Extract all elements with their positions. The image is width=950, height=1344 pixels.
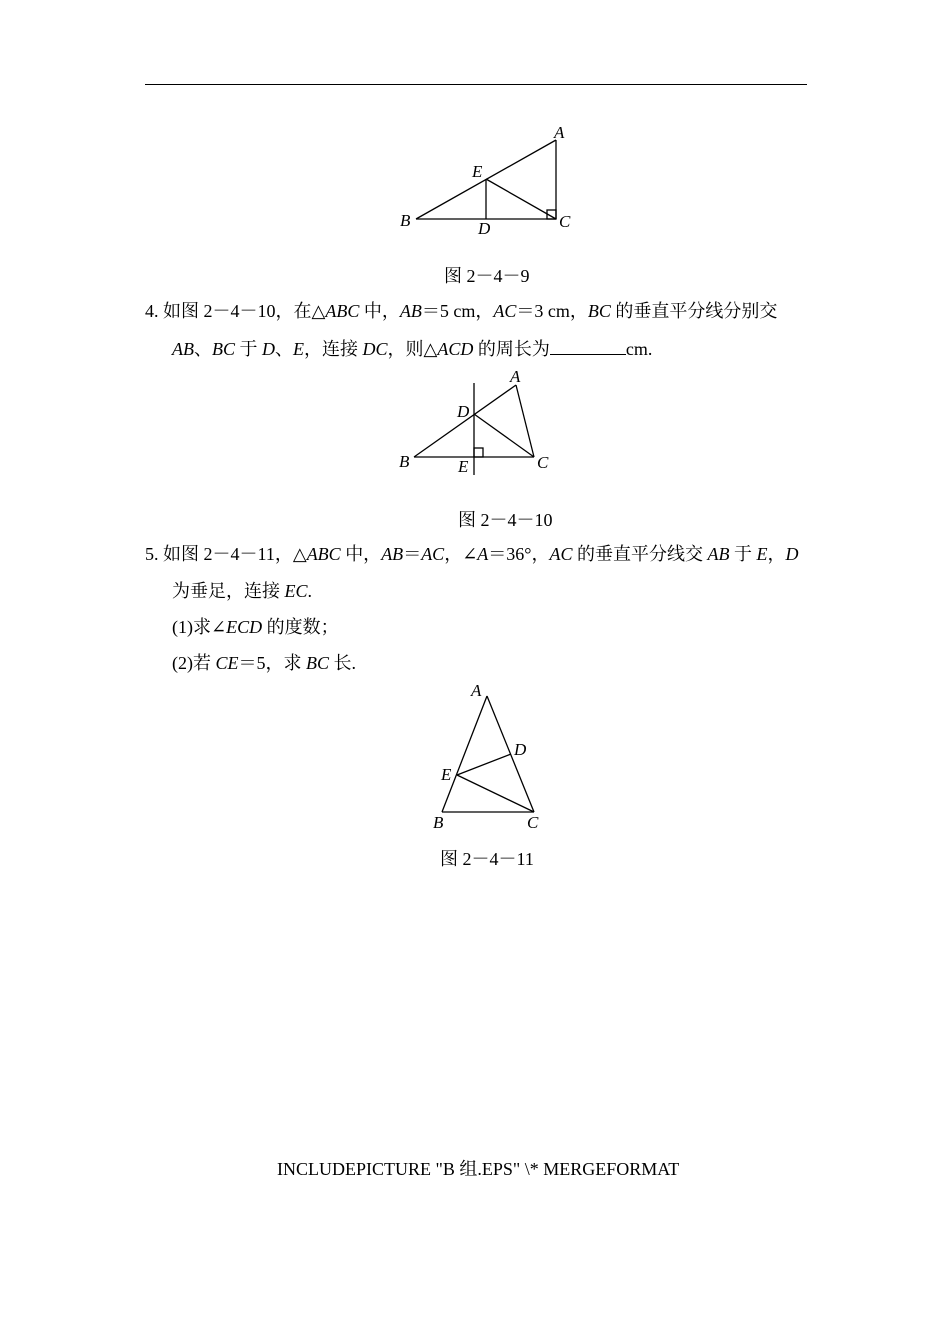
math-variable: EC: [284, 581, 308, 601]
text-run: (1)求∠: [172, 617, 227, 637]
math-variable: D: [262, 339, 276, 359]
math-variable: E: [756, 544, 768, 564]
text-run: ，∠: [444, 544, 478, 564]
text-run: ＝: [403, 544, 422, 564]
unit-text: cm.: [625, 339, 653, 359]
text-run: (2)若: [172, 653, 216, 673]
math-variable: BC: [306, 653, 330, 673]
math-variable: ABC: [325, 301, 360, 321]
segment-ba: [414, 385, 516, 457]
math-variable: BC: [587, 301, 611, 321]
problem-text: [172, 339, 550, 359]
problem-5-sub-1: [172, 613, 339, 639]
footer-field-code: INCLUDEPICTURE "B 组.EPS" \* MERGEFORMAT: [277, 1159, 680, 1179]
text-run: ＝3 cm，: [516, 301, 588, 321]
problem-5-line-1: [145, 540, 799, 566]
math-variable: AC: [549, 544, 573, 564]
problem-number: 5.: [145, 544, 159, 564]
text-run: ＝5 cm，: [421, 301, 494, 321]
text-run: 的度数；: [262, 617, 339, 637]
label-a: A: [554, 123, 565, 142]
math-variable: AB: [381, 544, 404, 564]
label-e: E: [472, 162, 483, 181]
text-run: 于: [235, 339, 263, 359]
text-run: ＝5，求: [238, 653, 307, 673]
math-variable: AC: [421, 544, 445, 564]
segment-ed: [457, 754, 511, 775]
text-run: ，连接: [304, 339, 363, 359]
label-c: C: [559, 212, 571, 231]
figure-2-4-9: [390, 120, 590, 240]
label-a: A: [510, 367, 521, 386]
math-variable: A: [477, 544, 489, 564]
sub-question: [172, 617, 339, 637]
segment-ec: [457, 775, 534, 812]
problem-4-line-2: [172, 335, 652, 361]
text-run: .: [307, 581, 313, 601]
text-run: 为垂足，连接: [172, 581, 285, 601]
text-run: 、: [194, 339, 212, 359]
figure-2-4-10: [390, 365, 590, 480]
text-run: ＝36°，: [488, 544, 550, 564]
label-a: A: [471, 681, 482, 700]
problem-text: [163, 544, 799, 564]
label-d: D: [514, 740, 527, 759]
figure-caption: 图 2－4－9: [444, 266, 530, 286]
label-c: C: [527, 813, 539, 832]
label-d: D: [478, 219, 491, 238]
math-variable: ABC: [306, 544, 341, 564]
math-variable: AB: [399, 301, 422, 321]
math-variable: AC: [493, 301, 517, 321]
math-variable: ECD: [226, 617, 263, 637]
problem-number: 4.: [145, 301, 159, 321]
math-variable: D: [785, 544, 799, 564]
label-b: B: [400, 211, 411, 230]
label-d: D: [457, 402, 470, 421]
sub-question: [172, 653, 356, 673]
math-variable: CE: [215, 653, 239, 673]
right-angle-mark: [474, 448, 483, 457]
math-variable: DC: [362, 339, 388, 359]
text-run: ，: [767, 544, 786, 564]
header-rule: [145, 84, 807, 85]
figure-2-4-11: [420, 680, 560, 835]
problem-5-sub-2: [172, 649, 356, 675]
text-run: 如图 2－4－11，△: [163, 544, 307, 564]
text-run: 、: [275, 339, 294, 359]
text-run: 长.: [329, 653, 357, 673]
text-run: 的周长为: [473, 339, 550, 359]
label-b: B: [433, 813, 444, 832]
problem-text: [163, 301, 777, 321]
figure-caption: 图 2－4－11: [440, 849, 534, 869]
answer-blank[interactable]: [550, 340, 626, 355]
math-variable: BC: [212, 339, 236, 359]
math-variable: ACD: [437, 339, 474, 359]
math-variable: E: [293, 339, 305, 359]
text-run: 中，: [340, 544, 382, 564]
label-e: E: [441, 765, 452, 784]
problem-4-line-1: [145, 297, 777, 323]
problem-text: [172, 581, 312, 601]
figure-caption: 图 2－4－10: [458, 510, 553, 530]
problem-5-line-2: [172, 577, 312, 603]
text-run: 如图 2－4－10，在△: [163, 301, 326, 321]
label-c: C: [537, 453, 549, 472]
math-variable: AB: [707, 544, 730, 564]
math-variable: AB: [172, 339, 194, 359]
text-run: 中，: [359, 301, 400, 321]
segment-ec: [486, 179, 556, 219]
segment-ab: [442, 696, 487, 812]
label-e: E: [458, 457, 469, 476]
text-run: ，则△: [387, 339, 438, 359]
text-run: 于: [729, 544, 757, 564]
text-run: 的垂直平分线交: [572, 544, 708, 564]
label-b: B: [399, 452, 410, 471]
text-run: 的垂直平分线分别交: [610, 301, 778, 321]
